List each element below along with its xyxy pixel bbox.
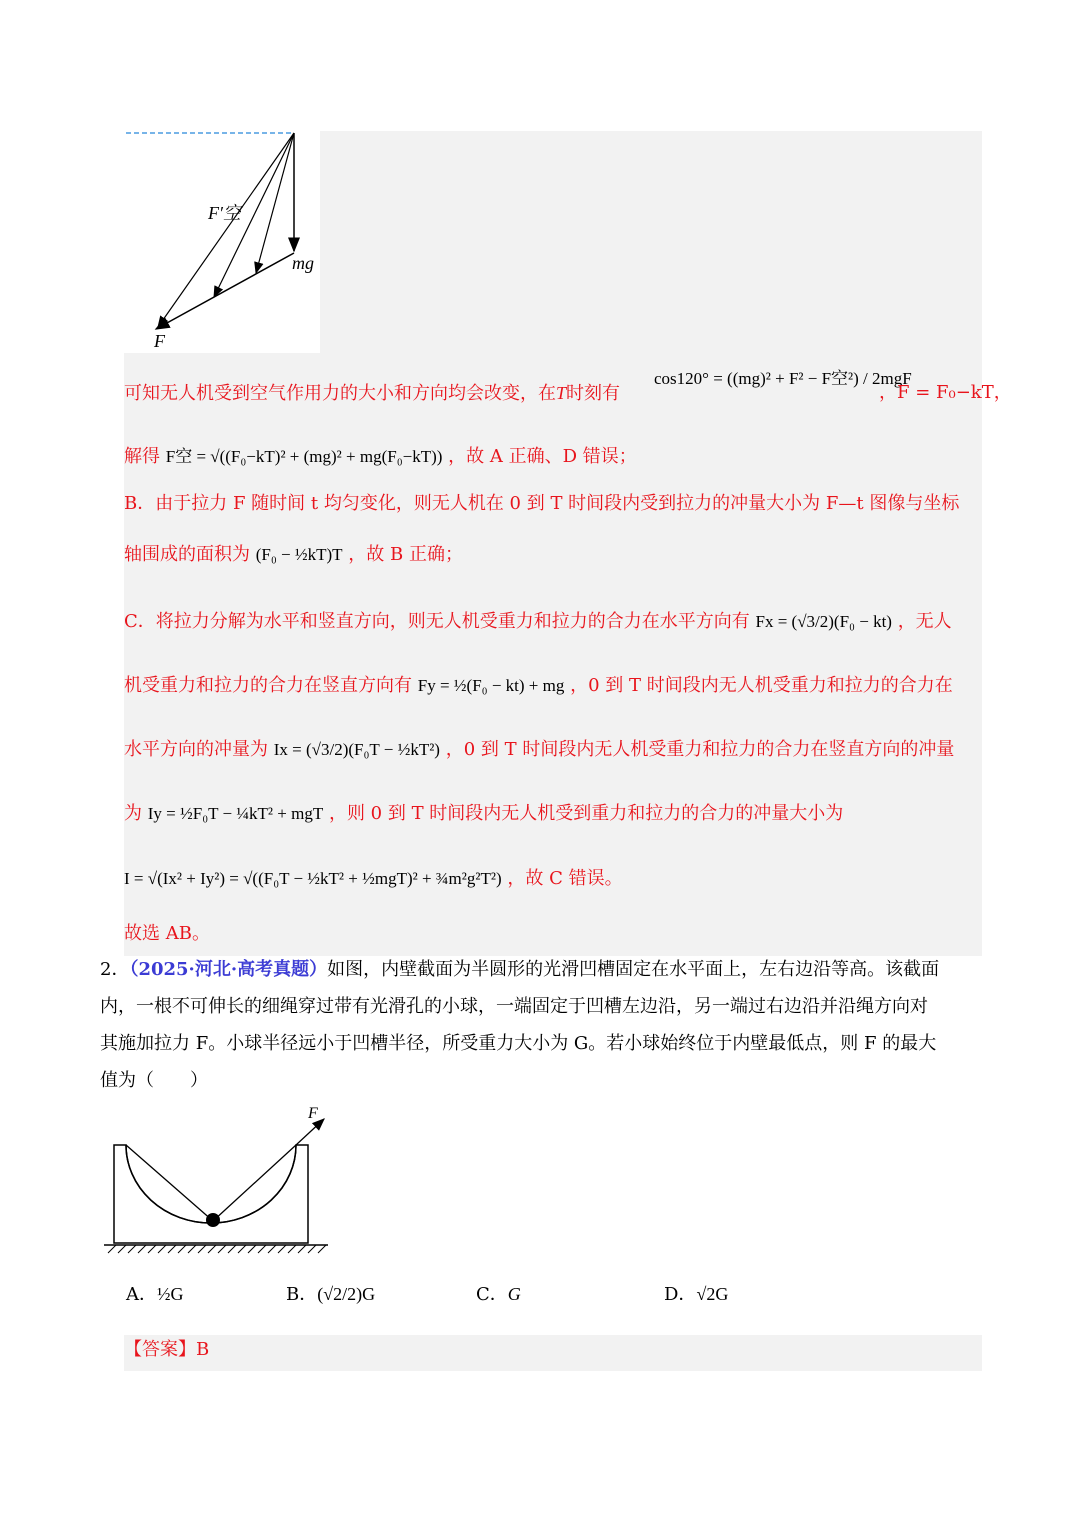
option-c-value: G bbox=[507, 1284, 521, 1304]
linec1-end: ，无人 bbox=[897, 611, 952, 632]
answer-panel bbox=[124, 1335, 982, 1371]
option-d-letter: D． bbox=[664, 1284, 697, 1305]
option-a-letter: A． bbox=[126, 1284, 157, 1305]
line1-text2: 时刻有 bbox=[566, 383, 621, 404]
ground-hatching bbox=[108, 1245, 326, 1253]
solution-line-2 bbox=[124, 445, 637, 469]
linec2-formula: Fy = ½(F₀ − kt) + mg bbox=[417, 676, 565, 695]
lineb2-formula: (F₀ − ½kT)T bbox=[255, 545, 343, 564]
option-c-letter: C． bbox=[476, 1284, 508, 1305]
option-b-letter: B． bbox=[286, 1284, 318, 1305]
linec2-end: ，0 到 T 时间段内无人机受重力和拉力的合力在 bbox=[570, 675, 953, 696]
line1-formula: cos120° = ((mg)² + F² − F空²) / 2mgF bbox=[654, 369, 912, 388]
linec3-pre: 水平方向的冲量为 bbox=[124, 739, 268, 760]
rope-left bbox=[126, 1145, 213, 1221]
line1-T: T bbox=[556, 383, 567, 403]
label-mg: mg bbox=[292, 253, 314, 273]
solution-line-c2 bbox=[124, 674, 953, 698]
linec5-formula: I = √(Ix² + Iy²) = √((F₀T − ½kT² + ½mgT)² + ¾m²g²T²) bbox=[124, 869, 502, 888]
groove-inner-wall bbox=[126, 1145, 296, 1223]
solution-line-c4 bbox=[124, 802, 843, 826]
line2-end: ，故 A 正确、D 错误； bbox=[448, 446, 637, 467]
option-a-value: ½G bbox=[157, 1284, 184, 1304]
line1-text: 可知无人机受到空气作用力的大小和方向均会改变，在 bbox=[124, 383, 556, 404]
question-line-2: 内，一根不可伸长的细绳穿过带有光滑孔的小球，一端固定于凹槽左边沿，另一端过右边沿并沿绳方向对 bbox=[100, 996, 928, 1017]
solution-line-c5 bbox=[124, 867, 623, 891]
option-d-value: √2G bbox=[696, 1284, 729, 1304]
air-force-vector-1 bbox=[256, 133, 294, 273]
answer-line bbox=[124, 1338, 209, 1362]
solution-line-b1: B．由于拉力 F 随时间 t 均匀变化，则无人机在 0 到 T 时间段内受到拉力的冲量大小为 F—t 图像与坐标 bbox=[124, 493, 960, 514]
option-b[interactable] bbox=[286, 1280, 375, 1309]
groove-svg bbox=[100, 1105, 340, 1260]
question-line-4: 值为（ ） bbox=[100, 1070, 208, 1091]
answer-label: 【答案】 bbox=[124, 1339, 196, 1360]
question-text-1: 如图，内壁截面为半圆形的光滑凹槽固定在水平面上，左右边沿等高。该截面 bbox=[327, 959, 940, 980]
label-f-air: F′空 bbox=[208, 203, 241, 223]
linec4-end: ，则 0 到 T 时间段内无人机受到重力和拉力的合力的冲量大小为 bbox=[328, 803, 844, 824]
linec1-formula: Fx = (√3/2)(F₀ − kt) bbox=[755, 612, 892, 631]
line1-end: ，F = F₀−kT， bbox=[879, 382, 1012, 403]
force-vector-svg bbox=[124, 131, 320, 353]
answer-value: B bbox=[196, 1339, 210, 1360]
lineb2-pre: 轴围成的面积为 bbox=[124, 544, 250, 565]
solution-line-b2 bbox=[124, 543, 463, 567]
solution-line-c1 bbox=[124, 610, 952, 634]
linec2-pre: 机受重力和拉力的合力在竖直方向有 bbox=[124, 675, 412, 696]
ball bbox=[206, 1213, 220, 1227]
label-f: F bbox=[154, 331, 165, 351]
linec5-end: ，故 C 错误。 bbox=[507, 868, 623, 889]
option-b-value: (√2/2)G bbox=[317, 1284, 376, 1304]
solution-line-c3 bbox=[124, 738, 954, 762]
rope-right bbox=[213, 1145, 296, 1221]
linec4-formula: Iy = ½F₀T − ¼kT² + mgT bbox=[147, 804, 324, 823]
f-vector bbox=[156, 253, 294, 329]
solution-line-1 bbox=[124, 369, 1012, 406]
air-force-vector-3 bbox=[158, 133, 294, 327]
line2-pre: 解得 bbox=[124, 446, 160, 467]
linec4-pre: 为 bbox=[124, 803, 142, 824]
linec3-end: ，0 到 T 时间段内无人机受重力和拉力的合力在竖直方向的冲量 bbox=[445, 739, 955, 760]
linec3-formula: Ix = (√3/2)(F₀T − ½kT²) bbox=[273, 740, 440, 759]
question-line-3: 其施加拉力 F。小球半径远小于凹槽半径，所受重力大小为 G。若小球始终位于内壁最低点，则 F 的最大 bbox=[100, 1033, 937, 1054]
option-c[interactable] bbox=[476, 1280, 521, 1309]
force-diagram bbox=[124, 131, 320, 353]
option-d[interactable] bbox=[664, 1280, 728, 1309]
groove-diagram bbox=[100, 1105, 340, 1260]
question-number: 2． bbox=[100, 959, 130, 980]
linec1-pre: C．将拉力分解为水平和竖直方向，则无人机受重力和拉力的合力在水平方向有 bbox=[124, 611, 750, 632]
question-line-1 bbox=[100, 958, 939, 982]
solution-conclusion: 故选 AB。 bbox=[124, 923, 210, 944]
line2-formula: F空 = √((F₀−kT)² + (mg)² + mg(F₀−kT)) bbox=[165, 447, 443, 466]
option-a[interactable] bbox=[126, 1280, 184, 1309]
groove-label-f: F bbox=[308, 1105, 318, 1122]
lineb2-end: ，故 B 正确； bbox=[348, 544, 463, 565]
question-source-tag: （2025·河北·高考真题） bbox=[129, 959, 328, 980]
